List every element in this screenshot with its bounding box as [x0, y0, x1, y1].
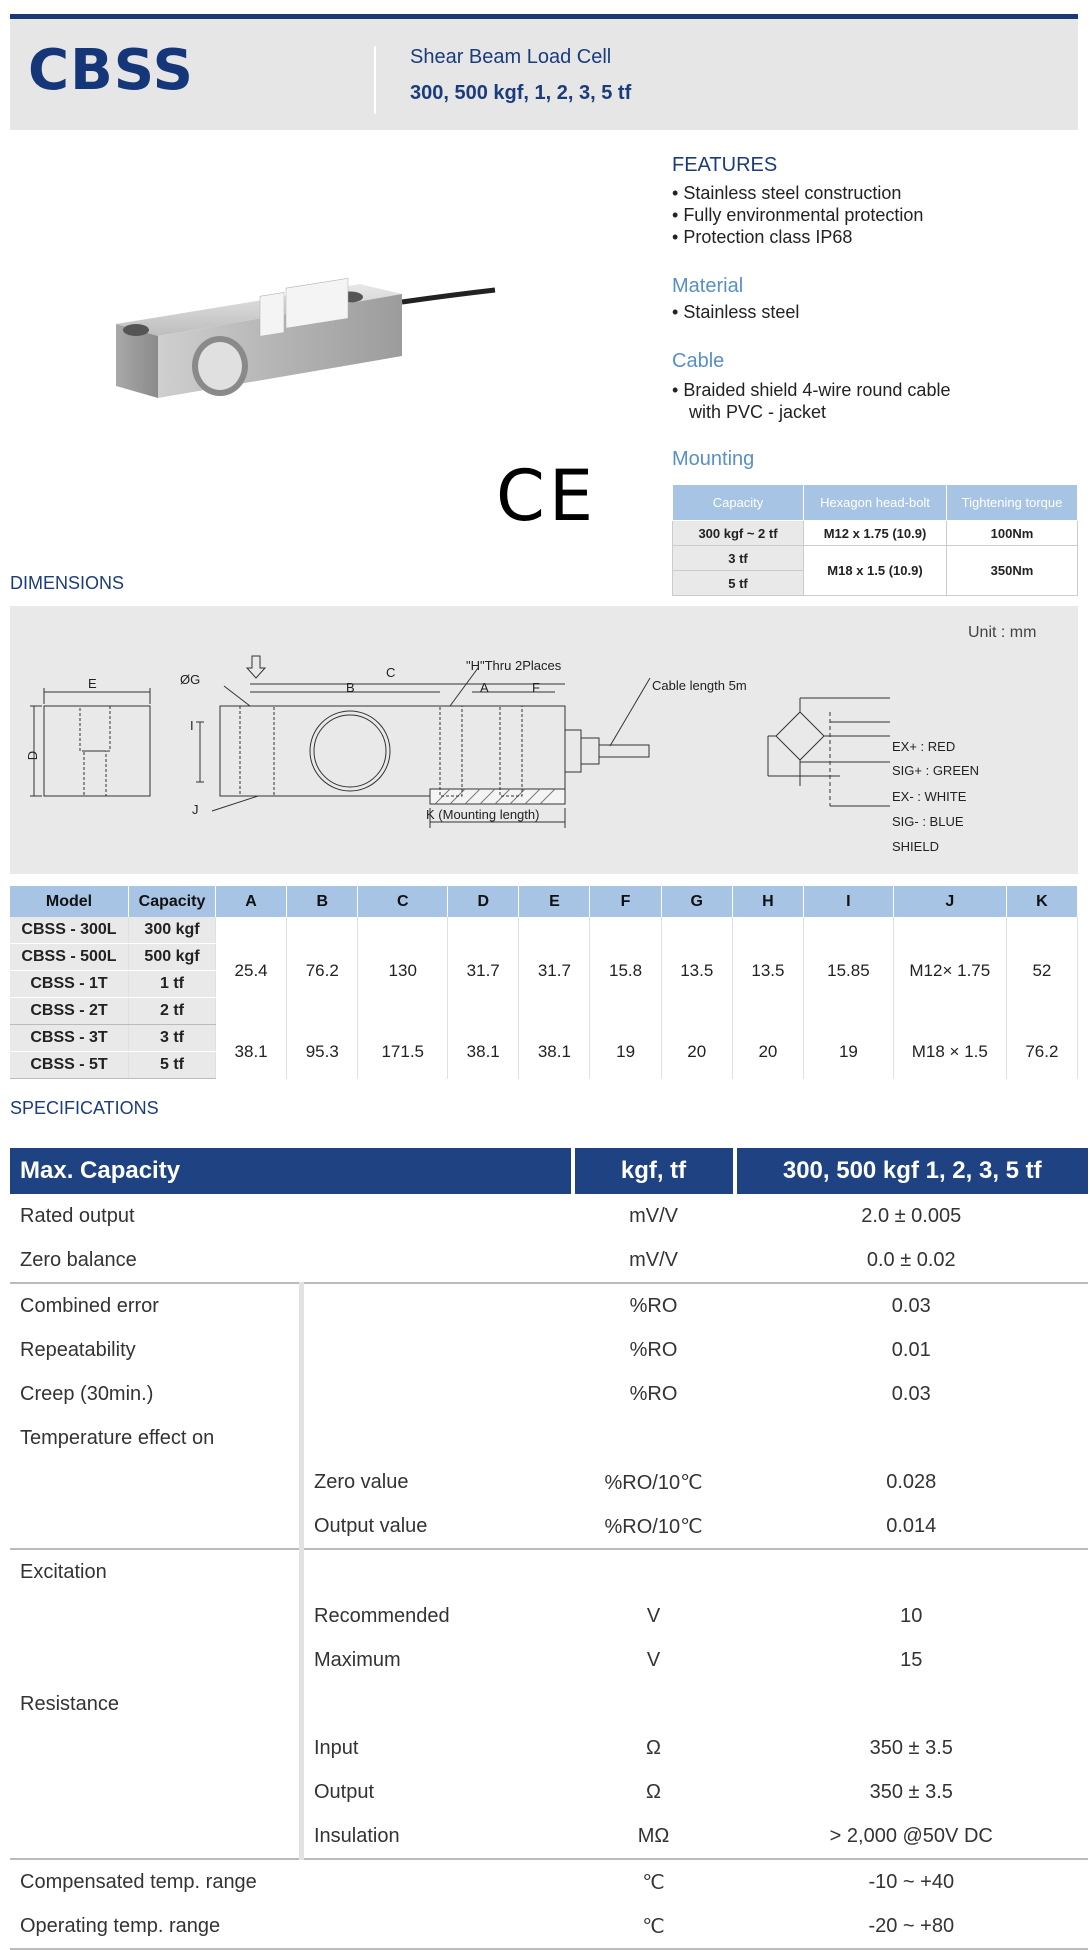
mount-capacity: 3 tf	[673, 546, 804, 571]
dim-j: M12× 1.75	[893, 917, 1006, 1025]
specifications-title: SPECIFICATIONS	[10, 1098, 159, 1118]
dim-i: 19	[804, 1025, 894, 1079]
feature-item: • Protection class IP68	[672, 226, 923, 248]
mount-capacity: 5 tf	[673, 571, 804, 596]
dimension-table	[10, 886, 1078, 1079]
dim-c: 130	[358, 917, 448, 1025]
model-cell: CBSS - 1T	[10, 971, 129, 998]
spec-unit: MΩ	[637, 1824, 670, 1847]
load-cell-photo	[110, 270, 510, 430]
dim-header: Capacity	[129, 886, 216, 917]
dim-label-i: I	[190, 718, 194, 733]
spec-unit: V	[646, 1604, 661, 1627]
spec-value: 0.0 ± 0.02	[866, 1248, 956, 1271]
dim-header: C	[358, 886, 448, 917]
spec-unit: %RO	[629, 1338, 678, 1361]
spec-value: 0.01	[891, 1338, 931, 1361]
capacity-cell: 500 kgf	[129, 944, 216, 971]
dim-g: 13.5	[661, 917, 732, 1025]
model-cell: CBSS - 2T	[10, 998, 129, 1025]
spec-unit: V	[646, 1648, 661, 1671]
material-item: • Stainless steel	[672, 301, 799, 323]
mounting-table	[672, 484, 1078, 596]
mount-torque: 100Nm	[947, 521, 1078, 546]
cable-list	[672, 379, 950, 423]
dim-b: 95.3	[287, 1025, 358, 1079]
capacity-cell: 1 tf	[129, 971, 216, 998]
model-cell: CBSS - 3T	[10, 1025, 129, 1052]
spec-unit: mV/V	[629, 1248, 678, 1271]
dim-h: 20	[732, 1025, 803, 1079]
wire-sig-plus: SIG+ : GREEN	[892, 763, 980, 778]
dim-header: A	[216, 886, 287, 917]
spec-header-label: Max. Capacity	[10, 1148, 573, 1194]
dim-header: Model	[10, 886, 129, 917]
mount-header-capacity: Capacity	[673, 485, 804, 521]
spec-label: Repeatability	[10, 1328, 302, 1372]
spec-unit: ℃	[573, 1904, 735, 1949]
mounting-title: Mounting	[672, 448, 755, 470]
dim-a: 25.4	[216, 917, 287, 1025]
spec-unit: mV/V	[629, 1204, 678, 1227]
spec-label: Creep (30min.)	[10, 1372, 302, 1416]
dim-d: 31.7	[448, 917, 519, 1025]
ce-mark: CE	[496, 455, 598, 537]
spec-unit: ℃	[573, 1859, 735, 1904]
wire-shield: SHIELD	[892, 839, 939, 854]
capacity-cell: 3 tf	[129, 1025, 216, 1052]
capacity-cell: 300 kgf	[129, 917, 216, 944]
dim-j: M18 × 1.5	[893, 1025, 1006, 1079]
feature-item: • Stainless steel construction	[672, 182, 923, 204]
mount-bolt: M12 x 1.75 (10.9)	[804, 521, 947, 546]
mount-torque: 350Nm	[947, 546, 1078, 596]
spec-value: 350 ± 3.5	[869, 1780, 953, 1803]
spec-header-unit: kgf, tf	[573, 1148, 735, 1194]
dim-header: I	[804, 886, 894, 917]
dim-e: 38.1	[519, 1025, 590, 1079]
product-subtitle: Shear Beam Load Cell	[410, 46, 612, 68]
dim-c: 171.5	[358, 1025, 448, 1079]
dim-a: 38.1	[216, 1025, 287, 1079]
dim-f: 15.8	[590, 917, 661, 1025]
wire-ex-plus: EX+ : RED	[892, 739, 956, 754]
dim-label-f: F	[532, 680, 540, 695]
dim-header: K	[1006, 886, 1077, 917]
mount-header-torque: Tightening torque	[947, 485, 1078, 521]
dim-header: B	[287, 886, 358, 917]
dim-h: 13.5	[732, 917, 803, 1025]
dim-b: 76.2	[287, 917, 358, 1025]
spec-unit: %RO/10℃	[604, 1515, 703, 1538]
spec-value: 10	[900, 1604, 923, 1627]
spec-label: Rated output	[20, 1204, 135, 1227]
dim-label-a: A	[480, 680, 489, 695]
dim-d: 38.1	[448, 1025, 519, 1079]
spec-label: Resistance	[10, 1682, 302, 1726]
dim-header: D	[448, 886, 519, 917]
dim-i: 15.85	[804, 917, 894, 1025]
dimensions-title: DIMENSIONS	[10, 573, 125, 593]
spec-unit: %RO	[573, 1283, 735, 1328]
spec-header-value: 300, 500 kgf 1, 2, 3, 5 tf	[735, 1148, 1088, 1194]
cable-item-cont: with PVC - jacket	[689, 402, 827, 422]
dim-header: G	[661, 886, 732, 917]
model-cell: CBSS - 500L	[10, 944, 129, 971]
dim-label-h: "H"Thru 2Places	[466, 658, 562, 673]
dim-label-cable: Cable length 5m	[652, 678, 747, 693]
features-list	[672, 182, 923, 248]
spec-unit: %RO	[629, 1382, 678, 1405]
material-title: Material	[672, 275, 744, 297]
spec-sublabel: Output	[314, 1780, 375, 1803]
spec-sublabel: Output value	[314, 1514, 428, 1537]
material-list	[672, 301, 799, 323]
dim-header: J	[893, 886, 1006, 917]
dim-label-j: J	[192, 802, 199, 817]
spec-sublabel: Maximum	[314, 1648, 401, 1671]
features-title: FEATURES	[672, 154, 778, 176]
specifications-table	[10, 1148, 1088, 1950]
spec-sublabel: Input	[314, 1736, 359, 1759]
model-cell: CBSS - 5T	[10, 1052, 129, 1079]
model-title: CBSS	[28, 38, 194, 103]
spec-label: Combined error	[10, 1283, 302, 1328]
mount-capacity: 300 kgf ~ 2 tf	[673, 521, 804, 546]
dim-k: 76.2	[1006, 1025, 1077, 1079]
spec-value: 0.03	[735, 1283, 1088, 1328]
capacity-cell: 2 tf	[129, 998, 216, 1025]
spec-value: 0.03	[891, 1382, 931, 1405]
spec-label: Excitation	[10, 1549, 302, 1594]
wire-sig-minus: SIG- : BLUE	[892, 814, 964, 829]
dim-label-b: B	[346, 680, 355, 695]
dim-f: 19	[590, 1025, 661, 1079]
dim-g: 20	[661, 1025, 732, 1079]
spec-value: 0.014	[886, 1514, 937, 1537]
dim-label-c: C	[386, 665, 396, 680]
spec-value: -20 ~ +80	[735, 1904, 1088, 1949]
spec-value: 2.0 ± 0.005	[861, 1204, 962, 1227]
spec-value: 15	[900, 1648, 923, 1671]
wire-ex-minus: EX- : WHITE	[892, 789, 967, 804]
cable-title: Cable	[672, 350, 725, 372]
spec-label: Temperature effect on	[10, 1416, 302, 1460]
dim-header: E	[519, 886, 590, 917]
spec-unit: Ω	[646, 1780, 661, 1803]
spec-sublabel: Insulation	[314, 1824, 400, 1847]
dim-label-d: D	[25, 750, 41, 761]
dim-label-e: E	[88, 676, 97, 691]
spec-unit: Ω	[646, 1736, 661, 1759]
spec-label: Operating temp. range	[10, 1904, 573, 1949]
spec-value: -10 ~ +40	[735, 1859, 1088, 1904]
feature-item: • Fully environmental protection	[672, 204, 923, 226]
spec-value: > 2,000 @50V DC	[829, 1824, 993, 1847]
dim-e: 31.7	[519, 917, 590, 1025]
spec-sublabel: Recommended	[314, 1604, 450, 1627]
spec-label: Compensated temp. range	[10, 1859, 573, 1904]
dim-label-g: ØG	[180, 672, 201, 687]
dim-label-k: K (Mounting length)	[426, 807, 540, 822]
spec-label: Zero balance	[20, 1248, 137, 1271]
mount-header-bolt: Hexagon head-bolt	[804, 485, 947, 521]
header-divider	[374, 46, 376, 114]
capacity-line: 300, 500 kgf, 1, 2, 3, 5 tf	[410, 82, 632, 104]
dim-k: 52	[1006, 917, 1077, 1025]
dim-header: H	[732, 886, 803, 917]
dim-header: F	[590, 886, 661, 917]
model-cell: CBSS - 300L	[10, 917, 129, 944]
spec-unit: %RO/10℃	[604, 1471, 703, 1494]
spec-value: 0.028	[886, 1470, 937, 1493]
unit-label: Unit : mm	[968, 624, 1037, 641]
spec-value: 350 ± 3.5	[869, 1736, 953, 1759]
cable-item: • Braided shield 4-wire round cable	[672, 379, 950, 401]
spec-sublabel: Zero value	[314, 1470, 409, 1493]
capacity-cell: 5 tf	[129, 1052, 216, 1079]
mount-bolt: M18 x 1.5 (10.9)	[804, 546, 947, 596]
